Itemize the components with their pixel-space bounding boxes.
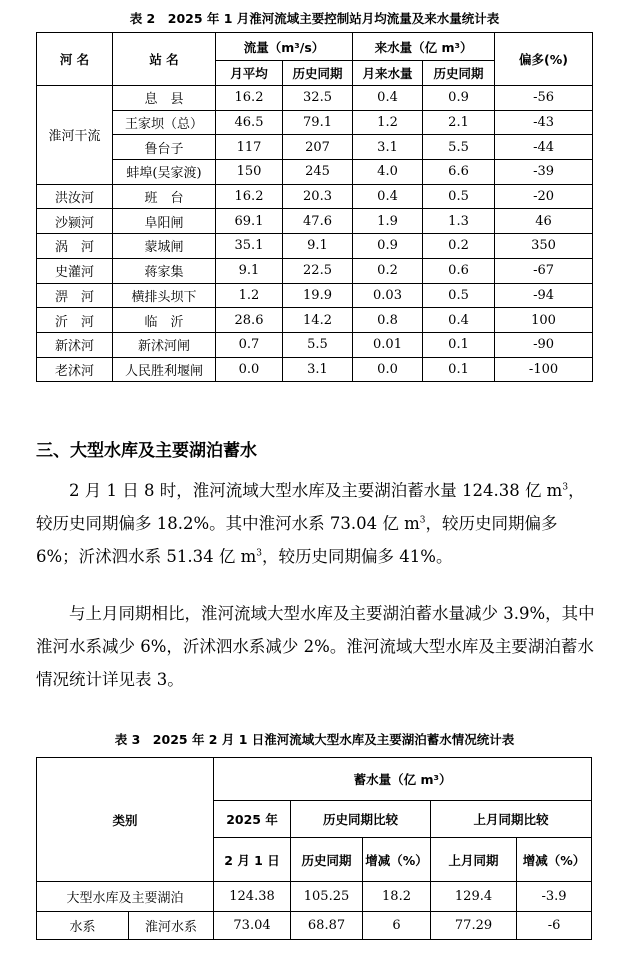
station-name: 蒙城闸 xyxy=(113,234,216,259)
header-change-hist: 增减（%） xyxy=(363,838,431,882)
station-name: 新沭河闸 xyxy=(113,332,216,357)
flow-value: 69.1 xyxy=(216,209,283,234)
river-name: 史灌河 xyxy=(37,258,113,283)
flow-statistics-table xyxy=(36,32,593,382)
storage-paragraph: 2 月 1 日 8 时，淮河流域大型水库及主要湖泊蓄水量 124.38 亿 $m^3$，较历史同期偏多 18.2%。其中淮河水系 73.04 亿 $m^3$，较历史同期偏多 6%；沂沭泗水系 51.34 亿 $m^3$，较历史同期偏多 41%。 xyxy=(36,481,585,566)
hist-value: 68.87 xyxy=(291,912,363,940)
deviation-value: -43 xyxy=(495,110,593,135)
volume-value: 0.2 xyxy=(353,258,423,283)
river-name: 沂 河 xyxy=(37,308,113,333)
header-volume-group: 来水量（亿 m³） xyxy=(353,33,495,61)
station-name: 人民胜利堰闸 xyxy=(113,357,216,382)
category-label: 大型水库及主要湖泊 xyxy=(37,882,214,912)
volume-value: 0.4 xyxy=(353,86,423,111)
flow-value: 117 xyxy=(216,135,283,160)
table-row xyxy=(37,258,593,283)
river-name: 沙颍河 xyxy=(37,209,113,234)
station-name: 鲁台子 xyxy=(113,135,216,160)
volume-value: 0.4 xyxy=(353,184,423,209)
volume-value: 4.0 xyxy=(353,160,423,185)
flow-value: 1.2 xyxy=(216,283,283,308)
table-row xyxy=(37,110,593,135)
table-row xyxy=(37,332,593,357)
storage-statistics-table xyxy=(36,757,592,940)
change-hist-value: 18.2 xyxy=(363,882,431,912)
storage-value: 124.38 xyxy=(214,882,291,912)
header-category: 类别 xyxy=(37,758,214,882)
flow-hist-value: 14.2 xyxy=(283,308,353,333)
river-name: 老沭河 xyxy=(37,357,113,382)
category-group-label: 水系 xyxy=(37,912,129,940)
header-flow-month: 月平均 xyxy=(216,61,283,86)
station-name: 王家坝（总） xyxy=(113,110,216,135)
table-row xyxy=(37,308,593,333)
deviation-value: -56 xyxy=(495,86,593,111)
deviation-value: 100 xyxy=(495,308,593,333)
flow-value: 9.1 xyxy=(216,258,283,283)
volume-hist-value: 0.5 xyxy=(423,283,495,308)
flow-value: 46.5 xyxy=(216,110,283,135)
volume-hist-value: 0.4 xyxy=(423,308,495,333)
flow-value: 150 xyxy=(216,160,283,185)
header-date: 2 月 1 日 xyxy=(214,838,291,882)
flow-hist-value: 22.5 xyxy=(283,258,353,283)
volume-hist-value: 0.9 xyxy=(423,86,495,111)
flow-value: 28.6 xyxy=(216,308,283,333)
flow-hist-value: 3.1 xyxy=(283,357,353,382)
station-name: 临 沂 xyxy=(113,308,216,333)
flow-value: 0.0 xyxy=(216,357,283,382)
hist-value: 105.25 xyxy=(291,882,363,912)
station-name: 班 台 xyxy=(113,184,216,209)
volume-hist-value: 6.6 xyxy=(423,160,495,185)
header-prev: 上月同期 xyxy=(431,838,517,882)
volume-value: 0.01 xyxy=(353,332,423,357)
volume-value: 0.0 xyxy=(353,357,423,382)
header-deviation: 偏多(%) xyxy=(495,33,593,86)
table-row xyxy=(37,135,593,160)
prev-value: 129.4 xyxy=(431,882,517,912)
header-prev-compare: 上月同期比较 xyxy=(431,801,592,838)
deviation-value: 46 xyxy=(495,209,593,234)
deviation-value: -90 xyxy=(495,332,593,357)
change-prev-value: -3.9 xyxy=(517,882,592,912)
volume-hist-value: 0.5 xyxy=(423,184,495,209)
table-row xyxy=(37,184,593,209)
flow-hist-value: 19.9 xyxy=(283,283,353,308)
flow-hist-value: 5.5 xyxy=(283,332,353,357)
prev-value: 77.29 xyxy=(431,912,517,940)
station-name: 横排头坝下 xyxy=(113,283,216,308)
flow-hist-value: 32.5 xyxy=(283,86,353,111)
table2-caption: 表 2 2025 年 1 月淮河流域主要控制站月均流量及来水量统计表 xyxy=(129,11,500,26)
flow-hist-value: 9.1 xyxy=(283,234,353,259)
header-storage: 蓄水量（亿 m³） xyxy=(214,758,592,801)
flow-hist-value: 79.1 xyxy=(283,110,353,135)
header-year: 2025 年 xyxy=(214,801,291,838)
volume-value: 3.1 xyxy=(353,135,423,160)
table-row xyxy=(37,882,592,912)
flow-value: 0.7 xyxy=(216,332,283,357)
river-name: 淠 河 xyxy=(37,283,113,308)
table-row xyxy=(37,912,592,940)
flow-hist-value: 47.6 xyxy=(283,209,353,234)
deviation-value: -67 xyxy=(495,258,593,283)
comparison-paragraph: 与上月同期相比，淮河流域大型水库及主要湖泊蓄水量减少 3.9%，其中淮河水系减少 6%，沂沭泗水系减少 2%。淮河流域大型水库及主要湖泊蓄水情况统计详见表 3。 xyxy=(36,604,595,689)
flow-value: 16.2 xyxy=(216,184,283,209)
flow-value: 16.2 xyxy=(216,86,283,111)
table-row xyxy=(37,283,593,308)
deviation-value: -94 xyxy=(495,283,593,308)
volume-hist-value: 5.5 xyxy=(423,135,495,160)
volume-value: 0.9 xyxy=(353,234,423,259)
volume-hist-value: 2.1 xyxy=(423,110,495,135)
station-name: 蚌埠(吴家渡) xyxy=(113,160,216,185)
header-flow-group: 流量（m³/s） xyxy=(216,33,353,61)
header-hist-compare: 历史同期比较 xyxy=(291,801,431,838)
header-station: 站 名 xyxy=(113,33,216,86)
volume-value: 1.2 xyxy=(353,110,423,135)
volume-hist-value: 0.1 xyxy=(423,357,495,382)
volume-value: 1.9 xyxy=(353,209,423,234)
deviation-value: 350 xyxy=(495,234,593,259)
river-name: 新沭河 xyxy=(37,332,113,357)
volume-value: 0.8 xyxy=(353,308,423,333)
header-vol-hist: 历史同期 xyxy=(423,61,495,86)
volume-hist-value: 0.2 xyxy=(423,234,495,259)
river-name: 洪汝河 xyxy=(37,184,113,209)
deviation-value: -100 xyxy=(495,357,593,382)
station-name: 阜阳闸 xyxy=(113,209,216,234)
volume-hist-value: 1.3 xyxy=(423,209,495,234)
river-name: 涡 河 xyxy=(37,234,113,259)
volume-hist-value: 0.6 xyxy=(423,258,495,283)
header-hist: 历史同期 xyxy=(291,838,363,882)
table3-caption: 表 3 2025 年 2 月 1 日淮河流域大型水库及主要湖泊蓄水情况统计表 xyxy=(114,732,515,747)
table-row xyxy=(37,86,593,111)
header-change-prev: 增减（%） xyxy=(517,838,592,882)
flow-hist-value: 245 xyxy=(283,160,353,185)
flow-value: 35.1 xyxy=(216,234,283,259)
station-name: 息 县 xyxy=(113,86,216,111)
storage-value: 73.04 xyxy=(214,912,291,940)
header-vol-month: 月来水量 xyxy=(353,61,423,86)
deviation-value: -44 xyxy=(495,135,593,160)
deviation-value: -39 xyxy=(495,160,593,185)
deviation-value: -20 xyxy=(495,184,593,209)
flow-hist-value: 20.3 xyxy=(283,184,353,209)
volume-hist-value: 0.1 xyxy=(423,332,495,357)
volume-value: 0.03 xyxy=(353,283,423,308)
station-name: 蒋家集 xyxy=(113,258,216,283)
table-row xyxy=(37,357,593,382)
table-row xyxy=(37,160,593,185)
table-row xyxy=(37,234,593,259)
change-hist-value: 6 xyxy=(363,912,431,940)
flow-hist-value: 207 xyxy=(283,135,353,160)
change-prev-value: -6 xyxy=(517,912,592,940)
section-heading: 三、大型水库及主要湖泊蓄水 xyxy=(36,441,257,461)
table-row xyxy=(37,209,593,234)
header-river: 河 名 xyxy=(37,33,113,86)
header-flow-hist: 历史同期 xyxy=(283,61,353,86)
category-label: 淮河水系 xyxy=(129,912,214,940)
river-name: 淮河干流 xyxy=(37,86,113,185)
